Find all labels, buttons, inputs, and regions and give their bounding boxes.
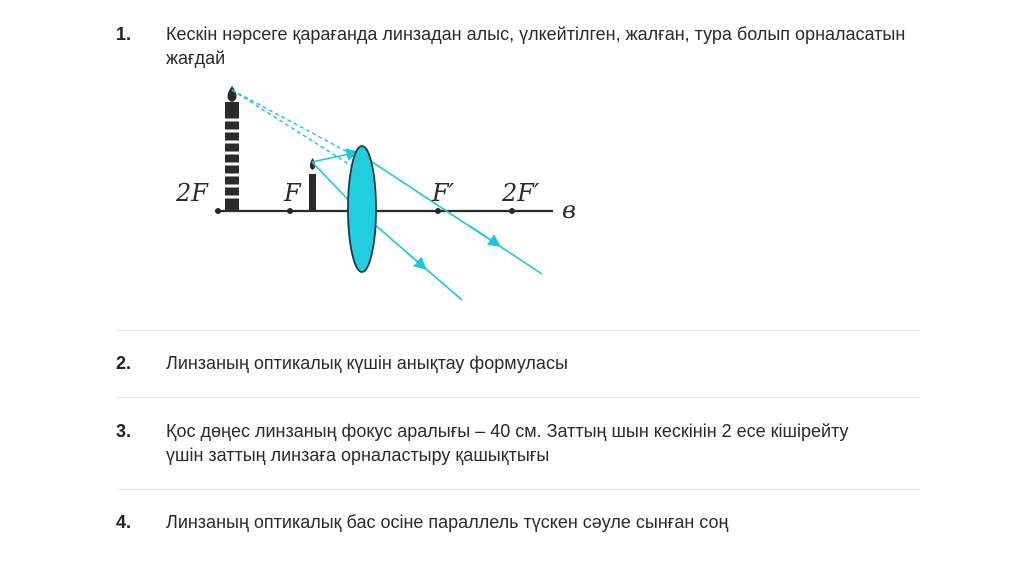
dashed-ray-1 — [232, 90, 355, 156]
label-f-prime: F′ — [432, 179, 455, 207]
parallel-ray-incident — [312, 152, 358, 162]
label-axis: в — [562, 196, 576, 224]
convex-lens — [348, 146, 376, 272]
item-3-text: Қос дөңес линзаның фокус аралығы – 40 см. Заттың шын кескінін 2 есе кішірейту үшін заттың линзаға орналастыру қашықтығы — [166, 421, 849, 465]
item-1-number: 1. — [116, 24, 132, 44]
label-2f-prime: 2F′ — [502, 179, 540, 207]
point-2f — [215, 208, 221, 214]
separator-2 — [116, 397, 920, 398]
point-2f-prime — [509, 208, 515, 214]
lens-diagram — [170, 78, 590, 308]
refracted-ray-1 — [360, 154, 542, 274]
label-2f: 2F — [176, 179, 208, 207]
item-1-text: Кескін нәрсеге қарағанда линзадан алыс, үлкейтілген, жалған, тура болып орналасатын жағдай — [166, 24, 906, 68]
point-f-prime — [435, 208, 441, 214]
item-2-number: 2. — [116, 353, 132, 373]
separator-1 — [116, 330, 920, 331]
label-f: F — [284, 179, 301, 207]
point-f — [287, 208, 293, 214]
virtual-image-candle — [225, 86, 239, 210]
item-4-text: Линзаның оптикалық бас осіне параллель түскен сәуле сынған соң — [166, 512, 729, 532]
item-2-text: Линзаның оптикалық күшін анықтау формуласы — [166, 353, 568, 373]
item-4-number: 4. — [116, 512, 132, 532]
item-3-number: 3. — [116, 421, 132, 441]
separator-3 — [116, 489, 920, 490]
